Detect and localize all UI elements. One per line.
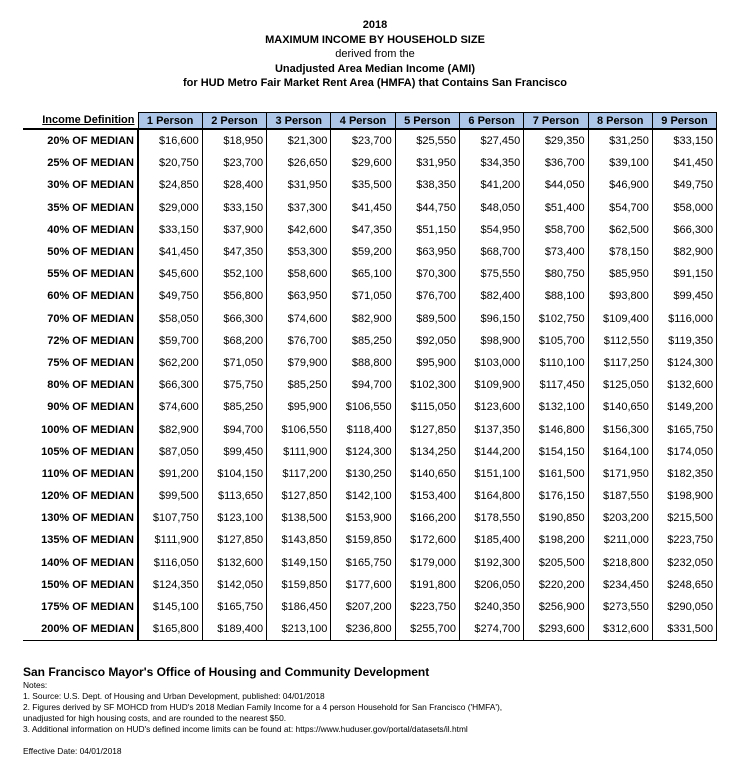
income-cell: $115,050	[395, 396, 459, 418]
income-cell: $198,900	[652, 485, 716, 507]
income-cell: $154,150	[524, 441, 588, 463]
column-header: 8 Person	[588, 113, 652, 130]
income-cell: $165,750	[202, 596, 266, 618]
income-cell: $42,600	[267, 219, 331, 241]
income-cell: $95,900	[395, 352, 459, 374]
table-row	[23, 330, 717, 352]
income-cell: $66,300	[652, 219, 716, 241]
income-cell: $35,500	[331, 174, 395, 196]
note-2b: unadjusted for high housing costs, and are rounded to the nearest $50.	[23, 713, 287, 723]
table-row	[23, 374, 717, 396]
income-cell: $198,200	[524, 529, 588, 551]
income-cell: $34,350	[459, 152, 523, 174]
income-cell: $68,700	[459, 241, 523, 263]
income-cell: $117,200	[267, 463, 331, 485]
column-header: 1 Person	[138, 113, 202, 130]
income-cell: $178,550	[459, 507, 523, 529]
table-body	[23, 129, 717, 641]
income-cell: $130,250	[331, 463, 395, 485]
income-cell: $45,600	[138, 263, 202, 285]
income-cell: $93,800	[588, 285, 652, 307]
income-cell: $41,200	[459, 174, 523, 196]
row-label: 80% OF MEDIAN	[23, 374, 138, 396]
income-cell: $102,300	[395, 374, 459, 396]
income-cell: $145,100	[138, 596, 202, 618]
income-cell: $207,200	[331, 596, 395, 618]
income-cell: $20,750	[138, 152, 202, 174]
table-row	[23, 152, 717, 174]
income-cell: $36,700	[524, 152, 588, 174]
income-cell: $92,050	[395, 330, 459, 352]
income-cell: $205,500	[524, 552, 588, 574]
income-cell: $95,900	[267, 396, 331, 418]
income-cell: $153,900	[331, 507, 395, 529]
income-cell: $33,150	[652, 129, 716, 152]
footer-org: San Francisco Mayor's Office of Housing and Community Development	[23, 665, 430, 679]
income-cell: $29,350	[524, 129, 588, 152]
table-row	[23, 174, 717, 196]
income-cell: $94,700	[202, 418, 266, 440]
income-cell: $24,850	[138, 174, 202, 196]
income-cell: $187,550	[588, 485, 652, 507]
income-cell: $240,350	[459, 596, 523, 618]
income-definition-header: Income Definition	[23, 113, 138, 130]
column-header: 7 Person	[524, 113, 588, 130]
income-cell: $153,400	[395, 485, 459, 507]
income-cell: $189,400	[202, 618, 266, 641]
income-cell: $94,700	[331, 374, 395, 396]
income-cell: $33,150	[202, 197, 266, 219]
table-row	[23, 618, 717, 641]
income-cell: $99,450	[202, 441, 266, 463]
income-cell: $119,350	[652, 330, 716, 352]
footer	[23, 664, 733, 757]
income-cell: $132,600	[202, 552, 266, 574]
row-label: 72% OF MEDIAN	[23, 330, 138, 352]
income-cell: $58,050	[138, 308, 202, 330]
column-header: 5 Person	[395, 113, 459, 130]
income-cell: $191,800	[395, 574, 459, 596]
income-cell: $87,050	[138, 441, 202, 463]
table-row	[23, 396, 717, 418]
income-cell: $82,900	[138, 418, 202, 440]
document-header	[0, 18, 750, 91]
income-cell: $111,900	[267, 441, 331, 463]
income-cell: $47,350	[202, 241, 266, 263]
table-row	[23, 418, 717, 440]
income-cell: $182,350	[652, 463, 716, 485]
income-cell: $127,850	[395, 418, 459, 440]
income-cell: $110,100	[524, 352, 588, 374]
income-table	[23, 112, 717, 641]
income-cell: $290,050	[652, 596, 716, 618]
table-row	[23, 552, 717, 574]
header-title: MAXIMUM INCOME BY HOUSEHOLD SIZE	[265, 33, 485, 46]
income-cell: $144,200	[459, 441, 523, 463]
income-cell: $111,900	[138, 529, 202, 551]
income-cell: $76,700	[267, 330, 331, 352]
row-label: 135% OF MEDIAN	[23, 529, 138, 551]
income-cell: $74,600	[267, 308, 331, 330]
income-cell: $58,600	[267, 263, 331, 285]
income-cell: $164,800	[459, 485, 523, 507]
income-cell: $156,300	[588, 418, 652, 440]
income-cell: $140,650	[395, 463, 459, 485]
income-cell: $25,550	[395, 129, 459, 152]
income-cell: $56,800	[202, 285, 266, 307]
row-label: 140% OF MEDIAN	[23, 552, 138, 574]
income-cell: $137,350	[459, 418, 523, 440]
income-cell: $78,150	[588, 241, 652, 263]
income-cell: $65,100	[331, 263, 395, 285]
column-header: 2 Person	[202, 113, 266, 130]
income-cell: $85,950	[588, 263, 652, 285]
income-cell: $52,100	[202, 263, 266, 285]
income-cell: $63,950	[267, 285, 331, 307]
income-cell: $91,200	[138, 463, 202, 485]
income-cell: $112,550	[588, 330, 652, 352]
income-cell: $46,900	[588, 174, 652, 196]
income-cell: $44,750	[395, 197, 459, 219]
income-cell: $117,450	[524, 374, 588, 396]
income-cell: $213,100	[267, 618, 331, 641]
income-cell: $79,900	[267, 352, 331, 374]
row-label: 75% OF MEDIAN	[23, 352, 138, 374]
income-cell: $132,100	[524, 396, 588, 418]
row-label: 55% OF MEDIAN	[23, 263, 138, 285]
column-header: 9 Person	[652, 113, 716, 130]
income-cell: $89,500	[395, 308, 459, 330]
income-cell: $248,650	[652, 574, 716, 596]
income-cell: $73,400	[524, 241, 588, 263]
income-cell: $41,450	[138, 241, 202, 263]
income-cell: $99,500	[138, 485, 202, 507]
income-cell: $21,300	[267, 129, 331, 152]
income-cell: $54,700	[588, 197, 652, 219]
income-cell: $59,200	[331, 241, 395, 263]
income-cell: $49,750	[652, 174, 716, 196]
column-header: 3 Person	[267, 113, 331, 130]
table-row	[23, 463, 717, 485]
income-cell: $124,350	[138, 574, 202, 596]
row-label: 120% OF MEDIAN	[23, 485, 138, 507]
income-cell: $159,850	[331, 529, 395, 551]
row-label: 90% OF MEDIAN	[23, 396, 138, 418]
income-cell: $123,600	[459, 396, 523, 418]
income-cell: $113,650	[202, 485, 266, 507]
income-cell: $117,250	[588, 352, 652, 374]
row-label: 60% OF MEDIAN	[23, 285, 138, 307]
income-cell: $71,050	[331, 285, 395, 307]
income-cell: $102,750	[524, 308, 588, 330]
income-cell: $63,950	[395, 241, 459, 263]
income-cell: $76,700	[395, 285, 459, 307]
income-cell: $29,600	[331, 152, 395, 174]
income-cell: $132,600	[652, 374, 716, 396]
income-cell: $66,300	[202, 308, 266, 330]
income-cell: $234,450	[588, 574, 652, 596]
row-label: 50% OF MEDIAN	[23, 241, 138, 263]
income-cell: $190,850	[524, 507, 588, 529]
row-label: 70% OF MEDIAN	[23, 308, 138, 330]
table-row	[23, 574, 717, 596]
income-cell: $223,750	[652, 529, 716, 551]
income-cell: $171,950	[588, 463, 652, 485]
note-3: 3. Additional information on HUD's defined income limits can be found at: https://www.huduser.gov/portal/datasets/il.html	[23, 724, 468, 734]
table-row	[23, 285, 717, 307]
income-cell: $166,200	[395, 507, 459, 529]
income-cell: $48,050	[459, 197, 523, 219]
income-cell: $142,050	[202, 574, 266, 596]
income-cell: $16,600	[138, 129, 202, 152]
income-cell: $105,700	[524, 330, 588, 352]
income-cell: $85,250	[202, 396, 266, 418]
row-label: 100% OF MEDIAN	[23, 418, 138, 440]
income-cell: $172,600	[395, 529, 459, 551]
income-cell: $312,600	[588, 618, 652, 641]
table-row	[23, 507, 717, 529]
income-cell: $41,450	[652, 152, 716, 174]
income-cell: $124,300	[652, 352, 716, 374]
income-cell: $51,150	[395, 219, 459, 241]
income-cell: $51,400	[524, 197, 588, 219]
income-cell: $215,500	[652, 507, 716, 529]
income-cell: $70,300	[395, 263, 459, 285]
income-cell: $53,300	[267, 241, 331, 263]
income-cell: $165,800	[138, 618, 202, 641]
income-cell: $134,250	[395, 441, 459, 463]
table-row	[23, 219, 717, 241]
row-label: 40% OF MEDIAN	[23, 219, 138, 241]
table-row	[23, 529, 717, 551]
income-cell: $185,400	[459, 529, 523, 551]
income-cell: $31,950	[395, 152, 459, 174]
income-cell: $23,700	[202, 152, 266, 174]
income-cell: $293,600	[524, 618, 588, 641]
effective-date: Effective Date: 04/01/2018	[23, 746, 122, 756]
column-header: 6 Person	[459, 113, 523, 130]
income-cell: $223,750	[395, 596, 459, 618]
income-cell: $146,800	[524, 418, 588, 440]
income-cell: $211,000	[588, 529, 652, 551]
income-cell: $74,600	[138, 396, 202, 418]
row-label: 200% OF MEDIAN	[23, 618, 138, 641]
income-cell: $159,850	[267, 574, 331, 596]
income-cell: $44,050	[524, 174, 588, 196]
income-cell: $49,750	[138, 285, 202, 307]
income-cell: $127,850	[202, 529, 266, 551]
income-cell: $255,700	[395, 618, 459, 641]
income-cell: $82,400	[459, 285, 523, 307]
income-cell: $37,300	[267, 197, 331, 219]
table-row	[23, 596, 717, 618]
income-cell: $104,150	[202, 463, 266, 485]
row-label: 110% OF MEDIAN	[23, 463, 138, 485]
income-cell: $125,050	[588, 374, 652, 396]
income-cell: $161,500	[524, 463, 588, 485]
header-year: 2018	[362, 19, 388, 31]
income-cell: $232,050	[652, 552, 716, 574]
table-row	[23, 263, 717, 285]
income-cell: $28,400	[202, 174, 266, 196]
income-cell: $186,450	[267, 596, 331, 618]
income-cell: $68,200	[202, 330, 266, 352]
income-cell: $71,050	[202, 352, 266, 374]
income-cell: $118,400	[331, 418, 395, 440]
income-cell: $124,300	[331, 441, 395, 463]
income-cell: $98,900	[459, 330, 523, 352]
income-cell: $256,900	[524, 596, 588, 618]
income-cell: $218,800	[588, 552, 652, 574]
row-label: 105% OF MEDIAN	[23, 441, 138, 463]
income-cell: $47,350	[331, 219, 395, 241]
row-label: 30% OF MEDIAN	[23, 174, 138, 196]
income-cell: $106,550	[267, 418, 331, 440]
income-cell: $91,150	[652, 263, 716, 285]
income-cell: $103,000	[459, 352, 523, 374]
income-cell: $274,700	[459, 618, 523, 641]
table-header-row	[23, 113, 717, 130]
income-cell: $31,950	[267, 174, 331, 196]
table-row	[23, 485, 717, 507]
income-cell: $62,200	[138, 352, 202, 374]
row-label: 130% OF MEDIAN	[23, 507, 138, 529]
table-row	[23, 441, 717, 463]
income-cell: $18,950	[202, 129, 266, 152]
income-cell: $107,750	[138, 507, 202, 529]
notes-label: Notes:	[23, 680, 48, 690]
income-cell: $54,950	[459, 219, 523, 241]
table-row	[23, 129, 717, 152]
income-cell: $99,450	[652, 285, 716, 307]
income-cell: $75,750	[202, 374, 266, 396]
table-row	[23, 308, 717, 330]
income-cell: $109,900	[459, 374, 523, 396]
income-cell: $206,050	[459, 574, 523, 596]
income-cell: $149,200	[652, 396, 716, 418]
income-cell: $220,200	[524, 574, 588, 596]
income-cell: $165,750	[652, 418, 716, 440]
row-label: 175% OF MEDIAN	[23, 596, 138, 618]
column-header: 4 Person	[331, 113, 395, 130]
income-cell: $38,350	[395, 174, 459, 196]
header-subtitle-2: Unadjusted Area Median Income (AMI)	[274, 62, 476, 75]
income-cell: $140,650	[588, 396, 652, 418]
income-cell: $33,150	[138, 219, 202, 241]
note-1: 1. Source: U.S. Dept. of Housing and Urban Development, published: 04/01/2018	[23, 691, 325, 701]
income-cell: $88,800	[331, 352, 395, 374]
table-row	[23, 197, 717, 219]
income-cell: $58,000	[652, 197, 716, 219]
income-cell: $179,000	[395, 552, 459, 574]
income-cell: $75,550	[459, 263, 523, 285]
income-cell: $164,100	[588, 441, 652, 463]
income-cell: $177,600	[331, 574, 395, 596]
income-cell: $26,650	[267, 152, 331, 174]
row-label: 150% OF MEDIAN	[23, 574, 138, 596]
income-cell: $116,000	[652, 308, 716, 330]
header-subtitle-1: derived from the	[335, 48, 415, 60]
income-cell: $151,100	[459, 463, 523, 485]
table-row	[23, 241, 717, 263]
note-2a: 2. Figures derived by SF MOHCD from HUD's 2018 Median Family Income for a 4 person Household for San Francisco ('HMFA'),	[23, 702, 503, 712]
income-cell: $165,750	[331, 552, 395, 574]
income-cell: $236,800	[331, 618, 395, 641]
header-subtitle-3: for HUD Metro Fair Market Rent Area (HMFA) that Contains San Francisco	[182, 77, 568, 89]
table-row	[23, 352, 717, 374]
income-cell: $85,250	[267, 374, 331, 396]
income-cell: $82,900	[331, 308, 395, 330]
income-cell: $127,850	[267, 485, 331, 507]
income-cell: $59,700	[138, 330, 202, 352]
income-cell: $62,500	[588, 219, 652, 241]
income-cell: $66,300	[138, 374, 202, 396]
income-cell: $143,850	[267, 529, 331, 551]
income-cell: $142,100	[331, 485, 395, 507]
income-cell: $29,000	[138, 197, 202, 219]
income-cell: $37,900	[202, 219, 266, 241]
row-label: 20% OF MEDIAN	[23, 129, 138, 152]
income-cell: $116,050	[138, 552, 202, 574]
income-cell: $176,150	[524, 485, 588, 507]
income-cell: $82,900	[652, 241, 716, 263]
income-cell: $203,200	[588, 507, 652, 529]
income-cell: $109,400	[588, 308, 652, 330]
row-label: 35% OF MEDIAN	[23, 197, 138, 219]
income-cell: $58,700	[524, 219, 588, 241]
income-cell: $85,250	[331, 330, 395, 352]
income-cell: $41,450	[331, 197, 395, 219]
income-cell: $31,250	[588, 129, 652, 152]
income-cell: $149,150	[267, 552, 331, 574]
income-cell: $80,750	[524, 263, 588, 285]
income-cell: $174,050	[652, 441, 716, 463]
income-cell: $273,550	[588, 596, 652, 618]
income-cell: $138,500	[267, 507, 331, 529]
income-cell: $96,150	[459, 308, 523, 330]
row-label: 25% OF MEDIAN	[23, 152, 138, 174]
income-cell: $27,450	[459, 129, 523, 152]
income-cell: $123,100	[202, 507, 266, 529]
income-cell: $39,100	[588, 152, 652, 174]
income-cell: $23,700	[331, 129, 395, 152]
income-cell: $192,300	[459, 552, 523, 574]
income-cell: $331,500	[652, 618, 716, 641]
income-cell: $88,100	[524, 285, 588, 307]
income-cell: $106,550	[331, 396, 395, 418]
